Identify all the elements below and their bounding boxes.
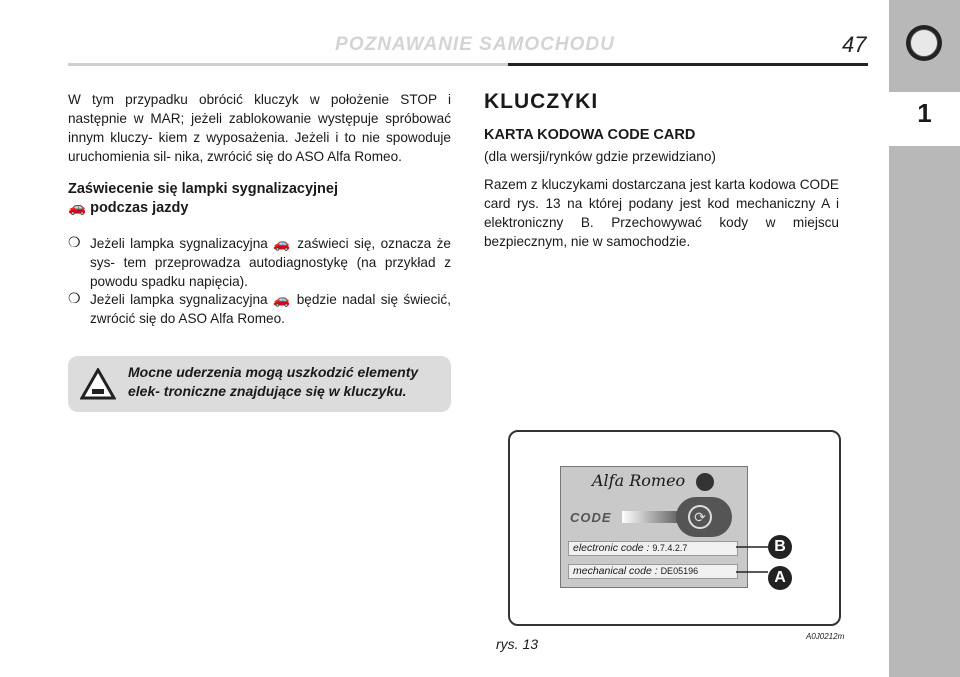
key-blade-graphic <box>622 511 684 523</box>
bullet-item-1 <box>90 234 451 291</box>
warning-lamp-icon: 🚗 <box>273 236 292 251</box>
subsection-title: KARTA KODOWA CODE CARD <box>484 127 696 143</box>
key-logo-icon: ⟳ <box>688 505 712 529</box>
electronic-code-label: electronic code : <box>573 542 650 554</box>
alfa-romeo-logo-inner <box>910 29 938 57</box>
bullet-item-2 <box>90 290 451 328</box>
warning-lamp-icon: 🚗 <box>68 200 87 216</box>
bullet-2-text-b: będzie nadal się świecić, zwrócić się do ASO Alfa Romeo. <box>90 292 451 326</box>
bullet-circle-icon: ❍ <box>68 234 81 250</box>
subsection-note: (dla wersji/rynków gdzie przewidziano) <box>484 149 716 164</box>
chapter-number: 1 <box>917 98 932 128</box>
code-card-paragraph: Razem z kluczykami dostarczana jest karta kodowa CODE card rys. 13 na której podany jest kod mechaniczny A i elektroniczny B. Przechowywać kody w miejscu bezpiecznym, nie w samochodzie. <box>484 177 839 249</box>
page-number: 47 <box>842 32 867 57</box>
bullet-1-text-b: zaświeci się, oznacza że sys- tem przeprowadza autodiagnostykę (na przykład z powodu spadku napięcia). <box>90 236 451 289</box>
warning-lamp-icon: 🚗 <box>272 292 292 307</box>
marker-b: B <box>768 535 792 559</box>
bullet-circle-icon: ❍ <box>68 290 81 306</box>
mechanical-code-value: DE05196 <box>660 566 699 576</box>
section-heading-line2: podczas jazdy <box>90 200 189 216</box>
card-brand: Alfa Romeo <box>592 471 686 490</box>
page-section-title: POZNAWANIE SAMOCHODU <box>335 34 615 55</box>
section-heading <box>68 180 451 218</box>
figure-caption: rys. 13 <box>496 636 539 652</box>
electronic-code-field <box>568 541 738 556</box>
intro-paragraph: W tym przypadku obrócić kluczyk w położenie STOP i następnie w MAR; jeżeli zablokowanie występuje spróbować innym kluczy- kiem z wyposażenia. Jeżeli i to nie spowoduje uruchomienia sil- nika, zwrócić się do ASO Alfa Romeo. <box>68 92 451 164</box>
mechanical-code-field <box>568 564 738 579</box>
mechanical-code-label: mechanical code : <box>573 565 658 577</box>
header-rule-highlight <box>68 63 508 66</box>
warning-triangle-icon <box>80 368 116 400</box>
marker-a: A <box>768 566 792 590</box>
section-title: KLUCZYKI <box>484 90 599 113</box>
card-code-word: CODE <box>570 510 612 525</box>
card-logo-icon <box>696 473 714 491</box>
warning-text: Mocne uderzenia mogą uszkodzić elementy elek- troniczne znajdujące się w kluczyku. <box>128 364 419 399</box>
bullet-2-text-a: Jeżeli lampka sygnalizacyjna <box>90 292 268 307</box>
figure-reference-id: A0J0212m <box>806 632 845 641</box>
electronic-code-value: 9.7.4.2.7 <box>652 543 688 553</box>
section-heading-line1: Zaświecenie się lampki sygnalizacyjnej <box>68 181 338 197</box>
bullet-1-text-a: Jeżeli lampka sygnalizacyjna <box>90 236 268 251</box>
